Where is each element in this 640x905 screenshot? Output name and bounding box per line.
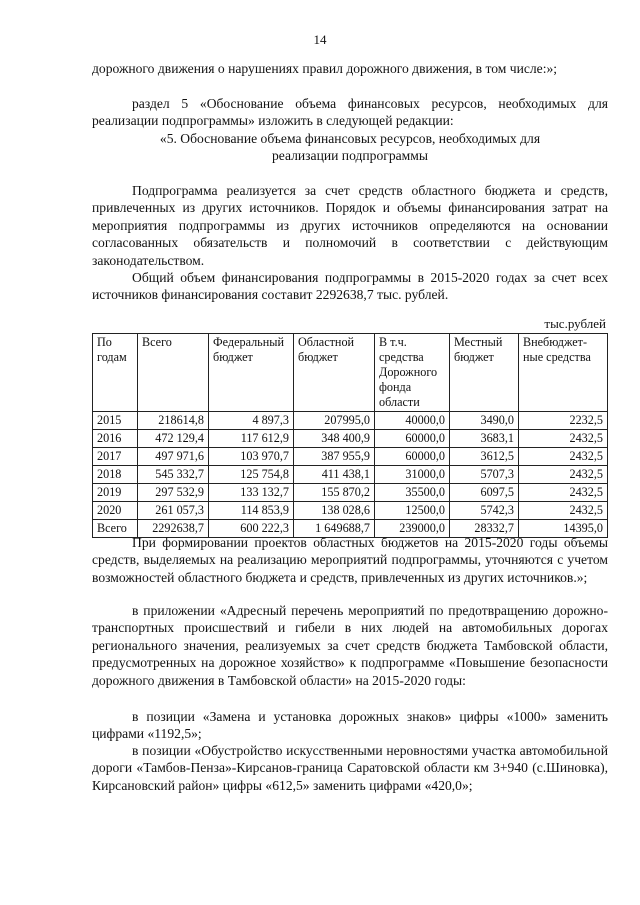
cell-federal: 600 222,3	[209, 520, 294, 538]
paragraph-speed-bumps: в позиции «Обустройство искусственными неровностями участка автомобильной дороги «Тамбов-Пенза»-Кирсанов-граница Саратовской области км 3+940 (с.Шиновка), Кирсановский район» цифры «612,5» заменить цифрами «420,0»;	[92, 743, 608, 793]
cell-federal: 117 612,9	[209, 430, 294, 448]
paragraph-budget-projects: При формировании проектов областных бюджетов на 2015-2020 годы объемы средств, выделяемых на реализацию мероприятий подпрограммы, уточняются с учетом возможностей областного бюджета и средств, привлеченных из других источников.»;	[92, 535, 608, 585]
cell-extrabudget: 2232,5	[519, 412, 608, 430]
table-row	[93, 466, 608, 484]
cell-federal: 103 970,7	[209, 448, 294, 466]
cell-regional: 138 028,6	[294, 502, 375, 520]
cell-total: 472 129,4	[138, 430, 209, 448]
cell-total: 2292638,7	[138, 520, 209, 538]
paragraph-section-5: раздел 5 «Обоснование объема финансовых ресурсов, необходимых для реализации подпрограммы» изложить в следующей редакции:	[92, 96, 608, 129]
col-header-extrabudget: Внебюджет-ные средства	[519, 334, 608, 412]
cell-road-fund: 60000,0	[375, 448, 450, 466]
cell-extrabudget: 2432,5	[519, 484, 608, 502]
cell-regional: 155 870,2	[294, 484, 375, 502]
cell-regional: 348 400,9	[294, 430, 375, 448]
paragraph-continuation: дорожного движения о нарушениях правил дорожного движения, в том числе:»;	[92, 61, 558, 76]
cell-road-fund: 40000,0	[375, 412, 450, 430]
cell-year: 2016	[93, 430, 138, 448]
paragraph-road-signs: в позиции «Замена и установка дорожных знаков» цифры «1000» заменить цифрами «1192,5»;	[92, 709, 608, 742]
paragraph-financing-sources: Подпрограмма реализуется за счет средств областного бюджета и средств, привлеченных из других источников. Порядок и объемы финансирования затрат на мероприятия подпрограммы из других источников определяются на основании согласованных обязательств и полномочий в соответствии с действующим законодательством.	[92, 183, 608, 268]
cell-regional: 387 955,9	[294, 448, 375, 466]
col-header-total: Всего	[138, 334, 209, 412]
paragraph-total-volume: Общий объем финансирования подпрограммы в 2015-2020 годах за счет всех источников финансирования составит 2292638,7 тыс. рублей.	[92, 270, 608, 303]
cell-local: 3683,1	[450, 430, 519, 448]
cell-year: 2015	[93, 412, 138, 430]
cell-extrabudget: 14395,0	[519, 520, 608, 538]
table-row	[93, 448, 608, 466]
table-row	[93, 502, 608, 520]
cell-road-fund: 12500,0	[375, 502, 450, 520]
cell-total: 218614,8	[138, 412, 209, 430]
cell-road-fund: 31000,0	[375, 466, 450, 484]
cell-year: Всего	[93, 520, 138, 538]
table-row	[93, 484, 608, 502]
cell-year: 2018	[93, 466, 138, 484]
cell-extrabudget: 2432,5	[519, 448, 608, 466]
paragraph-appendix: в приложении «Адресный перечень мероприятий по предотвращению дорожно-транспортных происшествий и гибели в них людей на автомобильных дорогах регионального значения, реализуемых за счет средств бюджета Тамбовской области, предусмотренных на дорожное хозяйство» к подпрограмме «Повышение безопасности дорожного движения в Тамбовской области» на 2015-2020 годы:	[92, 603, 608, 688]
col-header-road-fund: В т.ч. средства Дорожного фонда области	[375, 334, 450, 412]
cell-extrabudget: 2432,5	[519, 466, 608, 484]
cell-road-fund: 239000,0	[375, 520, 450, 538]
cell-extrabudget: 2432,5	[519, 502, 608, 520]
table-unit: тыс.рублей	[544, 316, 606, 331]
cell-federal: 133 132,7	[209, 484, 294, 502]
cell-regional: 411 438,1	[294, 466, 375, 484]
table-row	[93, 430, 608, 448]
col-header-federal: Федеральный бюджет	[209, 334, 294, 412]
cell-regional: 207995,0	[294, 412, 375, 430]
table-row	[93, 412, 608, 430]
section-heading: «5. Обоснование объема финансовых ресурсов, необходимых для реализации подпрограммы	[159, 131, 541, 164]
cell-local: 5707,3	[450, 466, 519, 484]
cell-year: 2019	[93, 484, 138, 502]
cell-local: 3490,0	[450, 412, 519, 430]
cell-local: 3612,5	[450, 448, 519, 466]
cell-federal: 4 897,3	[209, 412, 294, 430]
col-header-years: По годам	[93, 334, 138, 412]
table-header-row	[93, 334, 608, 412]
cell-local: 28332,7	[450, 520, 519, 538]
cell-local: 5742,3	[450, 502, 519, 520]
cell-regional: 1 649688,7	[294, 520, 375, 538]
cell-year: 2017	[93, 448, 138, 466]
col-header-local: Местный бюджет	[450, 334, 519, 412]
cell-total: 497 971,6	[138, 448, 209, 466]
cell-federal: 125 754,8	[209, 466, 294, 484]
cell-total: 545 332,7	[138, 466, 209, 484]
financing-table	[92, 333, 608, 538]
cell-extrabudget: 2432,5	[519, 430, 608, 448]
cell-total: 297 532,9	[138, 484, 209, 502]
page-number: 14	[313, 32, 327, 47]
cell-total: 261 057,3	[138, 502, 209, 520]
cell-year: 2020	[93, 502, 138, 520]
cell-local: 6097,5	[450, 484, 519, 502]
col-header-regional: Областной бюджет	[294, 334, 375, 412]
cell-federal: 114 853,9	[209, 502, 294, 520]
cell-road-fund: 35500,0	[375, 484, 450, 502]
cell-road-fund: 60000,0	[375, 430, 450, 448]
